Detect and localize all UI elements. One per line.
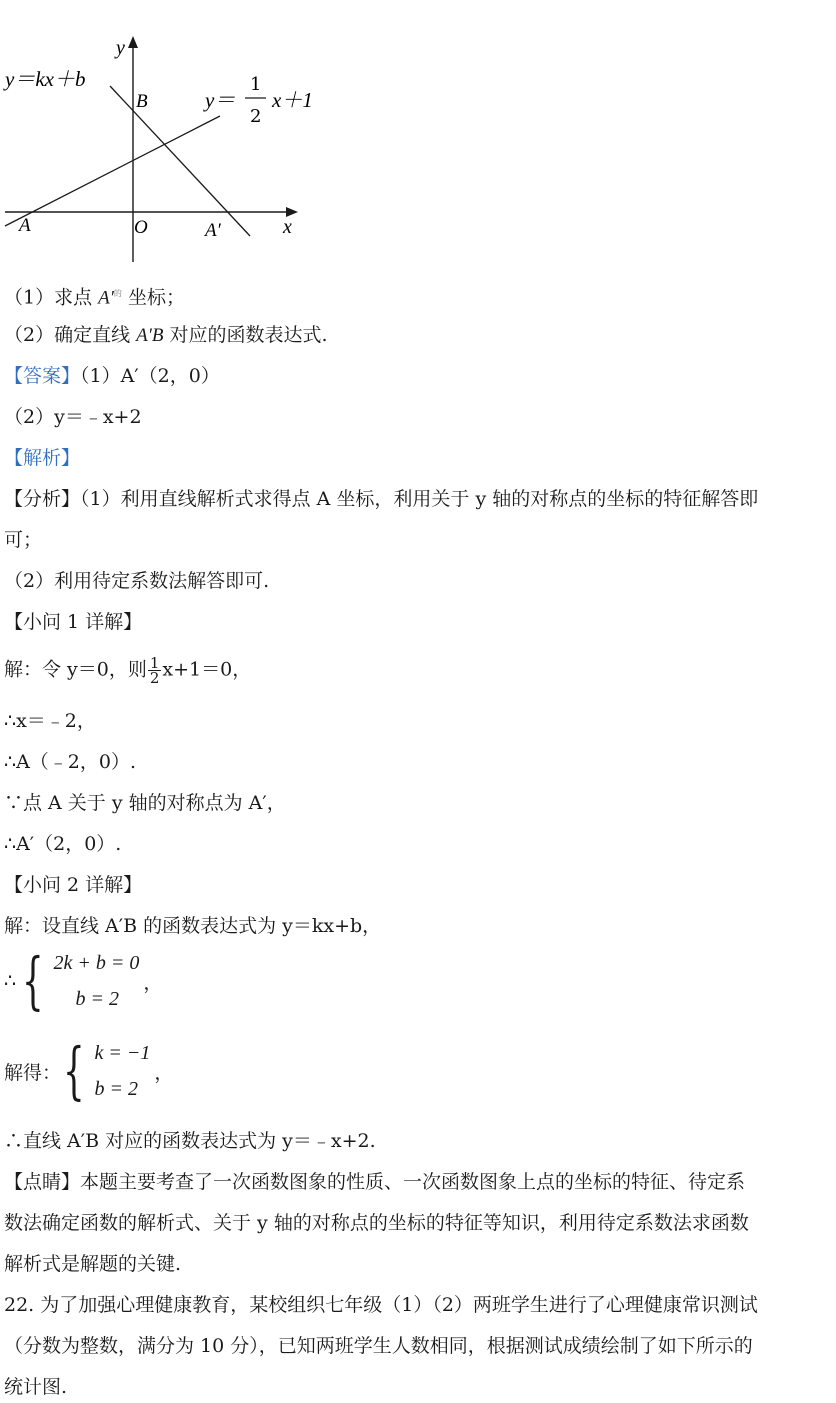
analysis-tag: 【解析】 (4, 447, 81, 469)
part2-title: 【小问 2 详解】 (4, 874, 143, 896)
part1-step-4: ∴A′（2，0）. (4, 833, 122, 855)
part1-solution: 解：令 y＝0，则 $\frac{1}{2}$ x+1＝0， (4, 654, 252, 687)
equation-system-2: 解得： { k = −1 b = 2 ， (4, 1034, 174, 1107)
answer-line-2: （2）y＝﹣x+2 (4, 406, 142, 428)
y-axis-label: y (116, 37, 125, 59)
part1-fraction: $\frac{1}{2}$ (149, 654, 160, 687)
question-22-line-1: 22. 为了加强心理健康教育，某校组织七年级（1）（2）两班学生进行了心理健康常识测试 (4, 1294, 758, 1316)
part1-step-1: ∴x＝﹣2， (4, 710, 96, 732)
part1-step-2: ∴A（﹣2，0）. (4, 751, 137, 773)
y-axis-arrow-icon (128, 36, 138, 48)
line1-label: y＝kx＋b (5, 67, 86, 91)
line2-label-den: 2 (250, 106, 262, 127)
part2-solution: 解：设直线 A′B 的函数表达式为 y＝kx+b， (4, 915, 382, 937)
analysis-line-3: （2）利用待定系数法解答即可. (4, 570, 270, 592)
part1-title: 【小问 1 详解】 (4, 611, 143, 633)
x-axis-label: x (283, 216, 292, 238)
brace-icon: { (22, 944, 44, 1017)
answer-line-1: 【答案】（1）A′（2，0） (4, 365, 220, 387)
line2-label-prefix: y＝ (205, 88, 236, 112)
analysis-line-1: 【分析】（1）利用直线解析式求得点 A 坐标，利用关于 y 轴的对称点的坐标的特征解答即 (4, 488, 759, 510)
comment-line-2: 数法确定函数的解析式、关于 y 轴的对称点的坐标的特征等知识，利用待定系数法求函数 (4, 1212, 749, 1234)
question-1: （1）求点 $A'^的$ 坐标； (4, 286, 185, 309)
analysis-line-2: 可； (4, 529, 43, 551)
part2-conclusion: ∴直线 A′B 对应的函数表达式为 y＝﹣x+2. (4, 1130, 376, 1152)
answer-tag: 【答案】 (4, 365, 81, 387)
line-half-x-plus-1 (5, 116, 220, 226)
point-b-label: B (136, 91, 148, 112)
part1-step-3: ∵点 A 关于 y 轴的对称点为 A′， (4, 792, 286, 814)
line2-label-num: 1 (250, 74, 262, 95)
coordinate-graph (0, 30, 340, 270)
point-a-prime-label: A′ (205, 220, 221, 241)
question-2: （2）确定直线 A′B 对应的函数表达式. (4, 324, 328, 346)
question-22-line-2: （分数为整数，满分为 10 分），已知两班学生人数相同，根据测试成绩绘制了如下所示的 (4, 1335, 753, 1357)
equation-system-1: ∴ { 2k + b = 0 b = 2 ， (4, 944, 163, 1017)
point-o-label: O (134, 217, 148, 238)
brace-icon: { (63, 1034, 85, 1107)
comment-line-1: 【点睛】本题主要考查了一次函数图象的性质、一次函数图象上点的坐标的特征、待定系 (4, 1171, 746, 1193)
point-a-label: A (19, 215, 31, 236)
line2-label-suffix: x＋1 (272, 88, 313, 112)
comment-line-3: 解析式是解题的关键. (4, 1253, 182, 1275)
question-22-line-3: 统计图. (4, 1376, 68, 1398)
